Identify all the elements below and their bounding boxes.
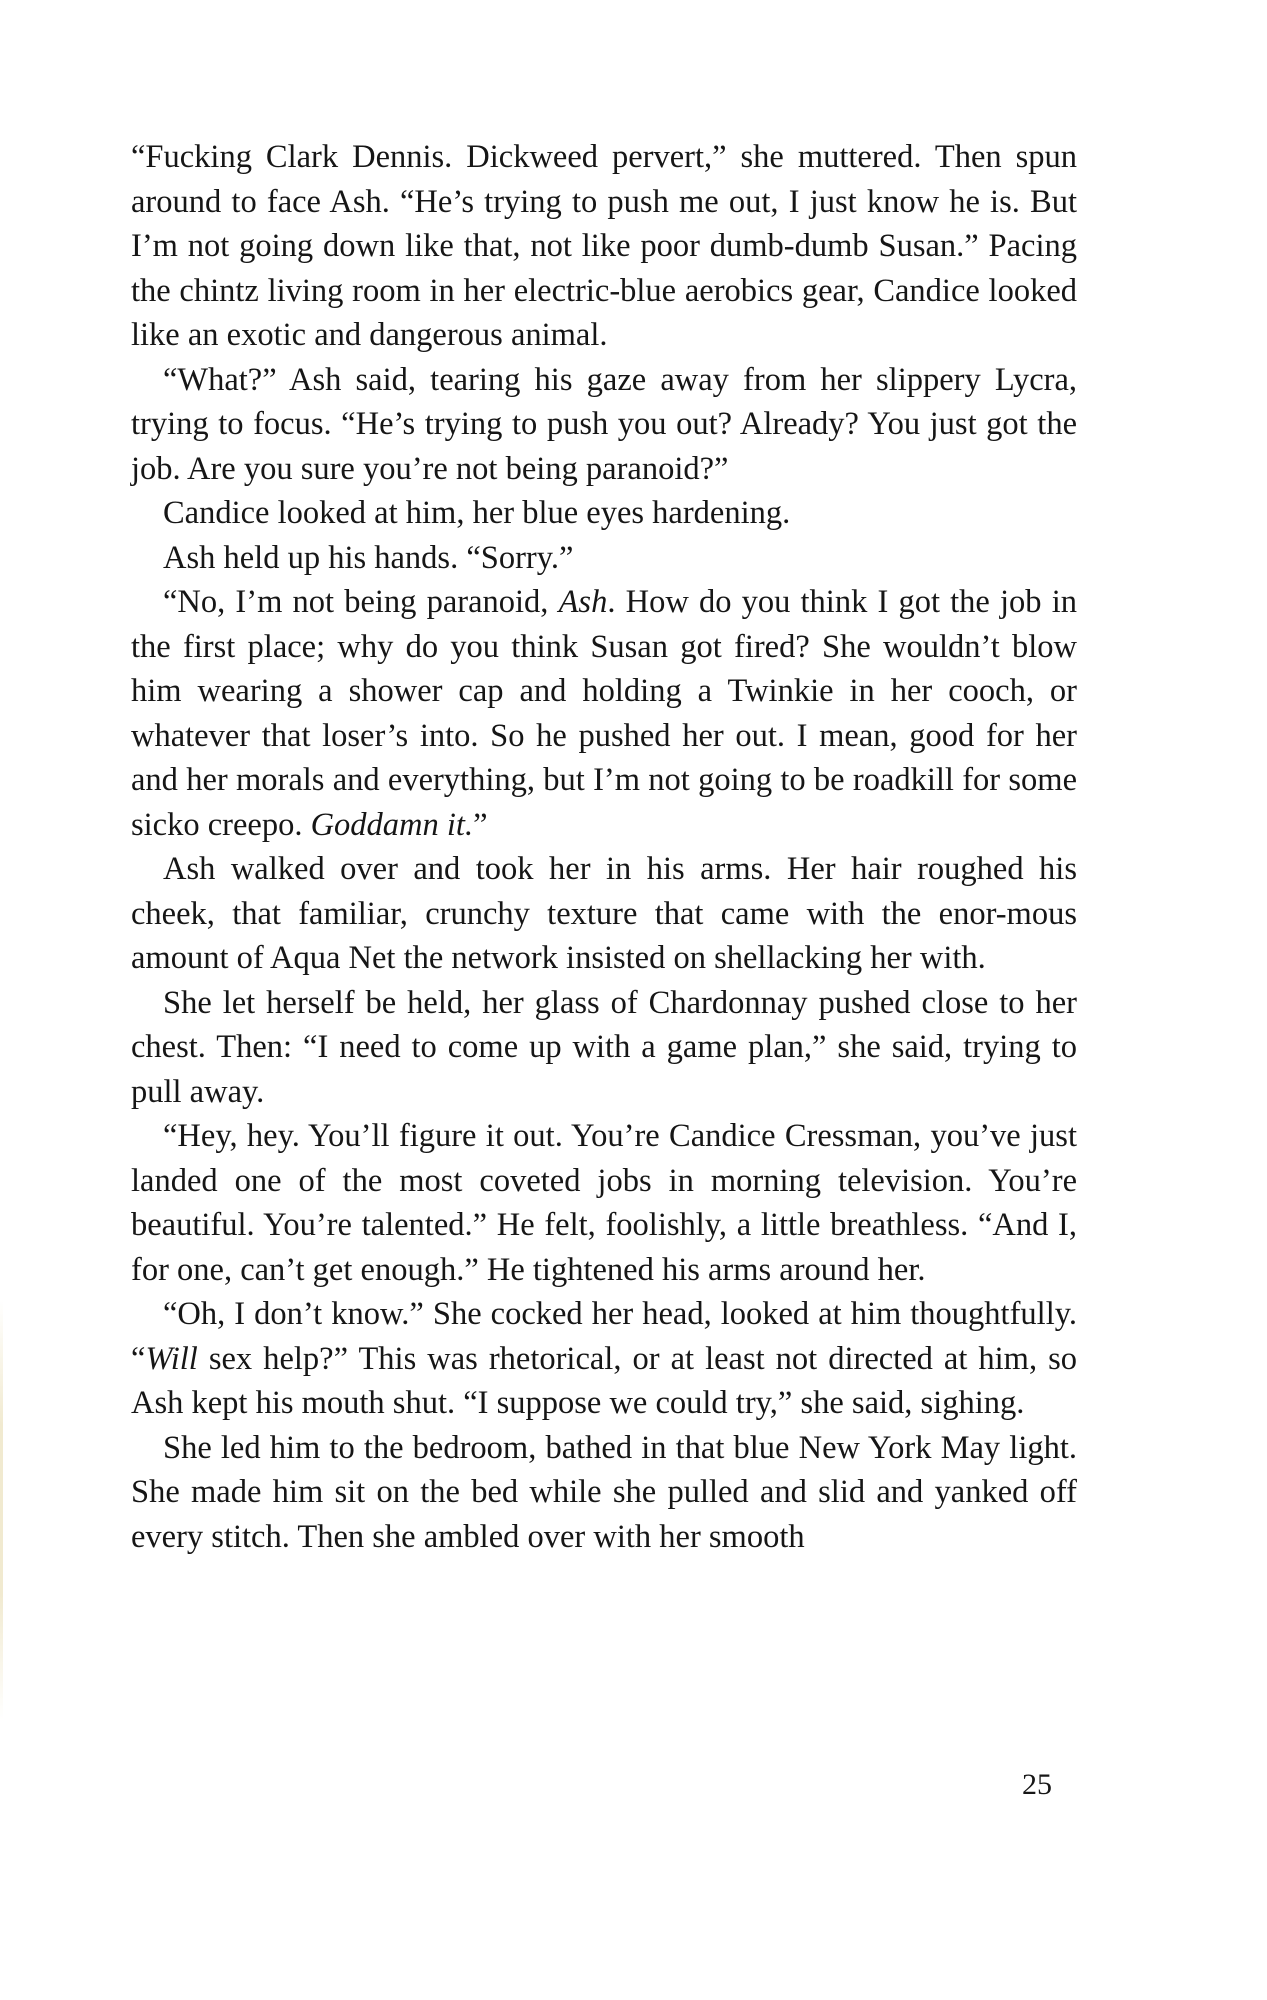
text-run: She let herself be held, her glass of Chardonnay pushed close to her chest. Then: “I need to come up with a game plan,” she said, trying to pull away.: [131, 984, 1077, 1110]
text-run: “What?” Ash said, tearing his gaze away from her slippery Lycra, trying to focus. “He’s trying to push you out? Already? You just got the job. Are you sure you’re not being paranoid?”: [131, 361, 1077, 487]
text-run: “Hey, hey. You’ll figure it out. You’re Candice Cressman, you’ve just landed one of the most coveted jobs in morning television. You’re beautiful. You’re talented.” He felt, foolishly, a little breathless. “And I, for one, can’t get enough.” He tightened his arms around her.: [131, 1118, 1077, 1288]
text-run: . How do you think I got the job in the first place; why do you think Susan got fired? She wouldn’t blow him wearing a shower cap and holding a Twinkie in her cooch, or whatever that loser’s into. So he pushed her out. I mean, good for her and her morals and everything, but I’m not going to be roadkill for some sicko creepo.: [131, 584, 1077, 843]
page-edge-shadow: [0, 1300, 3, 1720]
text-run: Candice looked at him, her blue eyes hardening.: [163, 495, 791, 531]
paragraph: [131, 981, 1077, 1115]
italic-text: Will: [145, 1340, 198, 1377]
paragraph: [131, 847, 1077, 981]
paragraph: [131, 1426, 1077, 1560]
paragraph: [131, 491, 1077, 536]
text-run: She led him to the bedroom, bathed in that blue New York May light. She made him sit on the bed while she pulled and slid and yanked off every stitch. Then she ambled over with her smooth: [131, 1429, 1077, 1555]
page-number: 25: [1022, 1768, 1052, 1801]
text-run: “Oh, I don’t know.” She cocked her head, looked at him thoughtfully. “: [131, 1296, 1077, 1377]
text-run: Ash walked over and took her in his arms. Her hair roughed his cheek, that familiar, crunchy texture that came with the enor-mous amount of Aqua Net the network insisted on shellacking her with.: [131, 851, 1077, 976]
italic-text: Goddamn it.: [310, 806, 474, 843]
text-run: sex help?” This was rhetorical, or at least not directed at him, so Ash kept his mouth shut. “I suppose we could try,” she said, sighing.: [131, 1340, 1077, 1421]
text-run: Ash held up his hands. “Sorry.”: [163, 539, 574, 576]
text-run: ”: [473, 806, 488, 843]
paragraph: [131, 580, 1077, 847]
paragraph: [131, 135, 1077, 358]
paragraph: [131, 358, 1077, 492]
italic-text: Ash: [558, 584, 608, 620]
text-run: “Fucking Clark Dennis. Dickweed pervert,” she muttered. Then spun around to face Ash. “He’s trying to push me out, I just know he is. But I’m not going down like that, not like poor dumb-dumb Susan.” Pacing the chintz living room in her electric-blue aerobics gear, Candice looked like an exotic and dangerous animal.: [131, 139, 1077, 353]
body-text: [131, 135, 1077, 1559]
paragraph: [131, 536, 1077, 581]
paragraph: [131, 1292, 1077, 1426]
paragraph: [131, 1114, 1077, 1292]
text-run: “No, I’m not being paranoid,: [163, 584, 559, 620]
